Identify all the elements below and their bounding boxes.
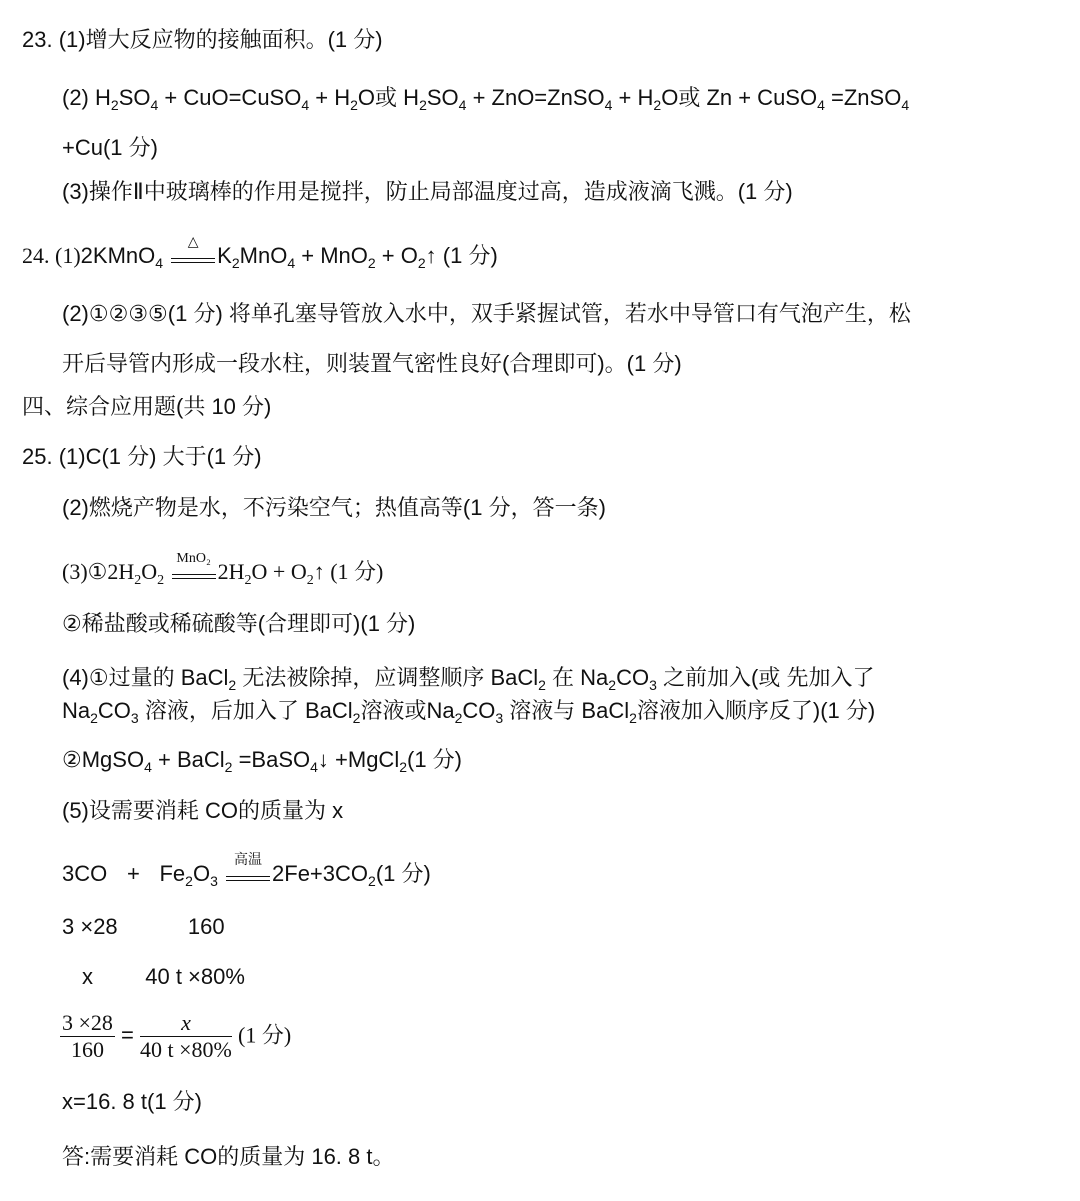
q25-mass-line1: 3 ×28 160 (62, 914, 225, 939)
q23-part1: 23. (1)增大反应物的接触面积。(1 分) (22, 27, 383, 52)
proportion-right-fraction: $\frac{x}{40 t \times 80\%}$ (140, 1010, 232, 1062)
q24-part1-equation: 24. (1)2KMnO$_4$ △ $K_2MnO_4 + MnO_2$ + $O_2↑$ (1 分) (22, 234, 498, 271)
q25-part2: (2)燃烧产物是水，不污染空气；热值高等(1 分，答一条) (62, 495, 606, 520)
q25-part3-equation: $(3)①2H_2O_2$ MnO₂ $2H_2O$ + $O_2↑$ (1 分) (62, 551, 384, 588)
q23-part2-continuation: +Cu(1 分) (62, 135, 158, 160)
q25-part1: 25. (1)C(1 分) 大于(1 分) (22, 444, 262, 469)
q25-part4-equation: ②MgSO$_4$ + BaCl$_2$ =BaSO$_4$↓ +MgCl$_2$(1 分) (62, 747, 463, 775)
q25-answer: 答:需要消耗 CO的质量为 16. 8 t。 (62, 1144, 395, 1169)
q24-part2-line1: (2)①②③⑤(1 分) 将单孔塞导管放入水中，双手紧握试管，若水中导管口有气泡产生，松 (62, 301, 911, 326)
q25-part5-equation: $3CO + Fe_2O_3$ 高温 $2Fe+3CO_2(1$ 分) (62, 852, 431, 889)
section-heading: 四、综合应用题(共 10 分) (22, 394, 272, 419)
q25-part4-line1: (4)①过量的 BaCl$_2$ 无法被除掉，应调整顺序 BaCl$_2$ 在 $Na_2CO_3$ 之前加入(或 先加入了 (62, 665, 875, 693)
q23-part2-equations: (2) $H_2SO_4$ + CuO=CuSO$_4$ + $H_2O$或 $H_2SO_4$ + ZnO=ZnSO$_4$ + $H_2O$或 Zn + CuSO$_4$ =ZnSO$_4$ (62, 85, 910, 113)
catalyst-condition: MnO₂ (172, 568, 216, 579)
q25-proportion: $\frac{3 \times 28}{160}$ = $\frac{x}{40 t \times 80\%}$ (1 分) (62, 1010, 292, 1062)
q24-part2-line2: 开后导管内形成一段水柱，则装置气密性良好(合理即可)。(1 分) (62, 351, 682, 376)
q25-mass-line2: x 40 t ×80% (82, 964, 245, 989)
q23-part3: (3)操作Ⅱ中玻璃棒的作用是搅拌，防止局部温度过高，造成液滴飞溅。(1 分) (62, 179, 793, 204)
q25-result: x=16. 8 t(1 分) (62, 1089, 203, 1114)
q25-part3-b: ②稀盐酸或稀硫酸等(合理即可)(1 分) (62, 611, 416, 636)
heating-condition: △ (171, 252, 215, 263)
q25-part4-line2: $Na_2CO_3$ 溶液，后加入了 BaCl$_2$溶液或$Na_2CO_3$ 溶液与 BaCl$_2$溶液加入顺序反了)(1 分) (62, 698, 876, 726)
proportion-left-fraction: $\frac{3 \times 28}{160}$ (62, 1010, 113, 1062)
q25-part5-setup: (5)设需要消耗 CO的质量为 x (62, 798, 344, 823)
high-temperature-condition: 高温 (226, 870, 270, 881)
